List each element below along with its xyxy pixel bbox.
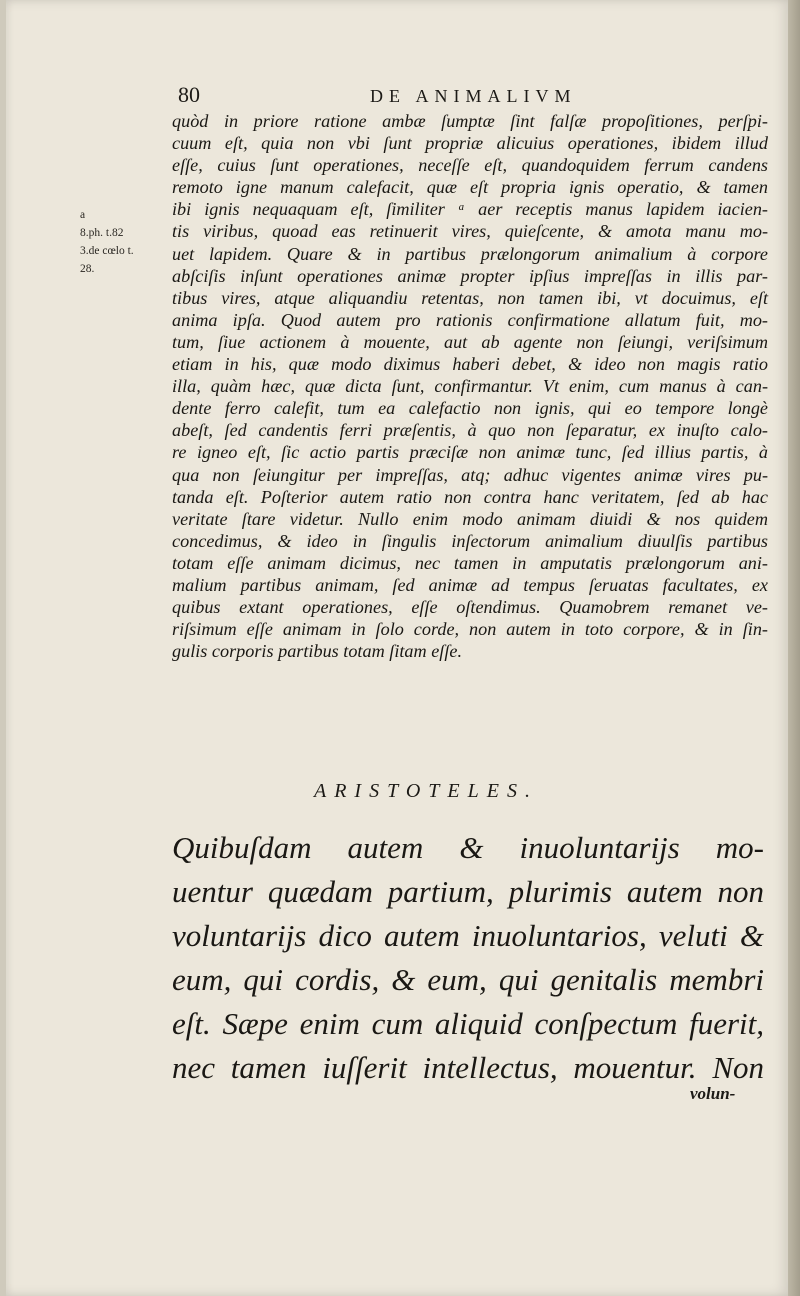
text-line: abeſt, ſed candentis ferri præſentis, à quo non ſeparatur, ex inuſto calo- <box>172 420 768 441</box>
text-line: abſciſis inſunt operationes animæ propter ipſius impreſſas in illis par- <box>172 265 768 286</box>
marginal-notes <box>80 206 170 278</box>
text-line: eum, qui cordis, & eum, qui genitalis membri <box>172 962 764 997</box>
text-line: veritate ſtare videtur. Nullo enim modo animam diuidi & nos quidem <box>172 508 768 529</box>
text-line: qua non ſeiungitur per impreſſas, atq; adhuc vigentes animæ vires pu- <box>172 464 768 485</box>
text-line: tis viribus, quoad eas retinuerit vires, quieſcente, & amota manu mo- <box>172 221 768 242</box>
section-heading: ARISTOTELES. <box>314 780 538 802</box>
running-title: DE ANIMALIVM <box>370 86 577 106</box>
catchword: volun- <box>690 1084 736 1103</box>
text-line: anima ipſa. Quod autem pro rationis confirmatione allatum fuit, mo- <box>172 309 768 330</box>
marginal-note: a <box>80 209 86 221</box>
aristotle-text <box>172 826 764 1090</box>
text-line: totam eſſe animam dicimus, nec tamen in amputatis prælongorum ani- <box>172 552 768 573</box>
text-line: riſsimum eſſe animam in ſolo corde, non autem in toto corpore, & in ſin- <box>172 619 768 640</box>
page-number: 80 <box>178 82 200 107</box>
text-line: dente ferro calefit, tum ea calefactio non ignis, qui eo tempore longè <box>172 398 768 419</box>
text-line: uentur quædam partium, plurimis autem non <box>172 874 764 909</box>
text-line: tibus vires, atque aliquandiu retentas, non tamen ibi, vt docuimus, eſt <box>172 287 768 308</box>
text-line: eſſe, cuius ſunt operationes, neceſſe eſt, quandoquidem ferrum candens <box>172 155 768 176</box>
marginal-note: 28. <box>80 263 95 275</box>
commentary-text <box>172 110 768 662</box>
marginal-note: 8.ph. t.82 <box>80 227 124 239</box>
text-line: concedimus, & ideo in ſingulis inſectorum animalium diuulſis partibus <box>172 530 768 551</box>
text-line: tum, ſiue actionem à mouente, aut ab agente non ſeiungi, veriſsimum <box>172 331 768 352</box>
text-line: tanda eſt. Poſterior autem ratio non contra hanc veritatem, ſed ab hac <box>172 486 768 507</box>
text-line: cuum eſt, quia non vbi ſunt propriæ alicuius operationes, ibidem illud <box>172 133 768 154</box>
text-line: Quibuſdam autem & inuoluntarijs mo- <box>172 830 764 865</box>
text-line: ibi ignis nequaquam eſt, ſimiliter ᵃ aer receptis manus lapidem iacien- <box>172 199 768 220</box>
page-edge <box>788 0 800 1296</box>
text-line: illa, quàm hæc, quæ dicta ſunt, confirmantur. Vt enim, cum manus à can- <box>172 376 768 397</box>
text-line: re igneo eſt, ſic actio partis præciſæ non animæ tunc, ſed illius partis, à <box>172 442 768 463</box>
text-line: malium partibus animam, ſed animæ ad tempus ſeruatas facultates, ex <box>172 574 768 595</box>
text-line: nec tamen iuſſerit intellectus, mouentur. Non <box>172 1050 764 1085</box>
text-line: etiam in his, quæ modo diximus haberi debet, & ideo non magis ratio <box>172 354 768 375</box>
page-header <box>0 82 800 112</box>
text-line: gulis corporis partibus totam ſitam eſſe. <box>172 641 462 662</box>
text-line: voluntarijs dico autem inuoluntarios, veluti & <box>172 918 764 953</box>
marginal-note: 3.de cœlo t. <box>80 245 134 257</box>
text-line: quòd in priore ratione ambæ ſumptæ ſint falſæ propoſitiones, perſpi- <box>172 111 768 131</box>
text-line: eſt. Sæpe enim cum aliquid conſpectum fuerit, <box>172 1006 764 1041</box>
text-line: remoto igne manum calefacit, quæ eſt propria ignis operatio, & tamen <box>172 177 768 198</box>
text-line: uet lapidem. Quare & in partibus prælongorum animalium à corpore <box>172 243 768 264</box>
text-line: quibus extant operationes, eſſe oſtendimus. Quamobrem remanet ve- <box>172 597 768 618</box>
